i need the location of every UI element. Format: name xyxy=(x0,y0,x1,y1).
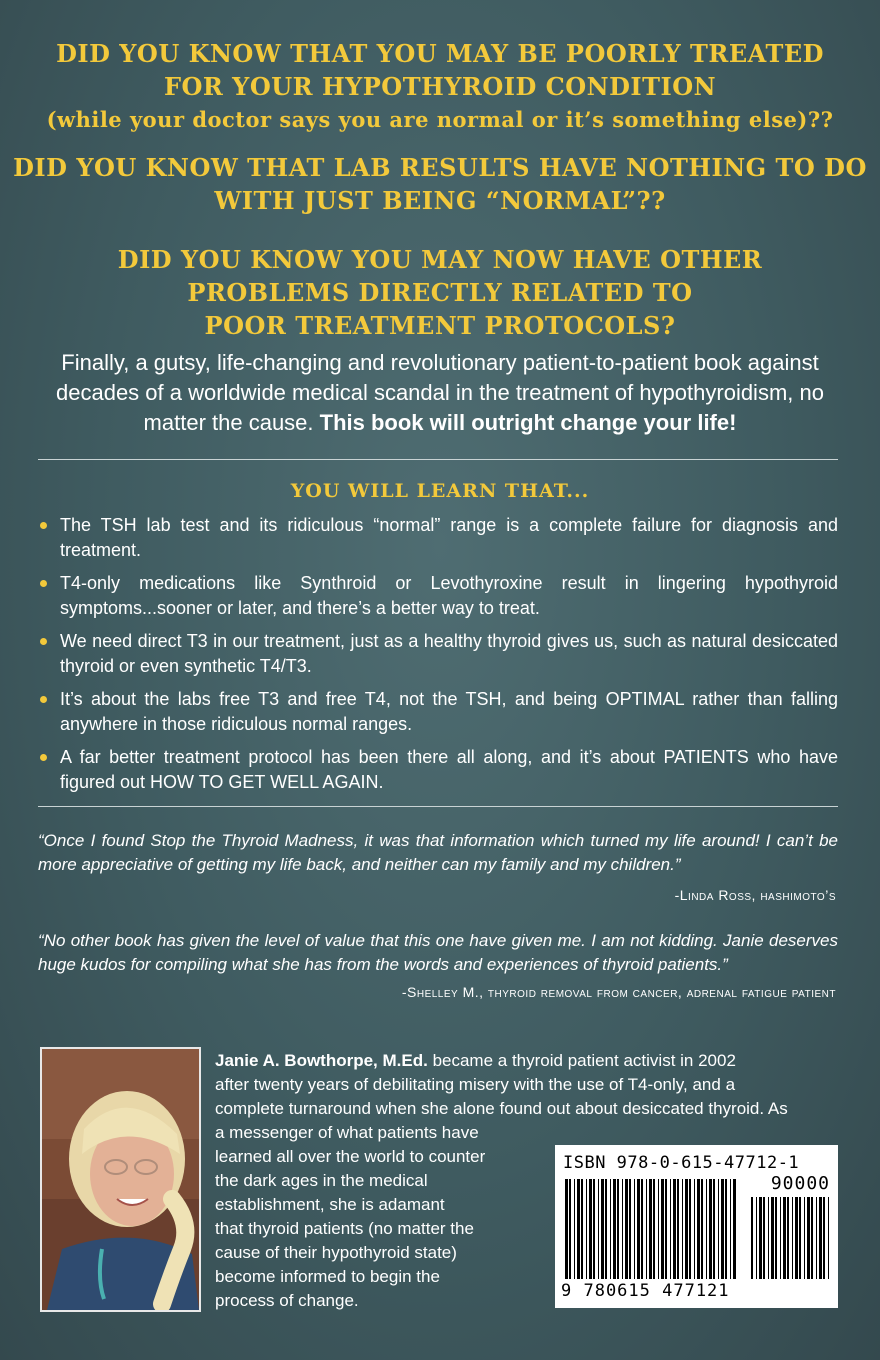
headline-2-line-2: WITH JUST BEING “NORMAL”?? xyxy=(214,186,666,215)
list-item xyxy=(38,513,838,563)
author-photo xyxy=(40,1047,201,1312)
divider-top xyxy=(38,459,838,460)
bio-narrow-line: a messenger of what patients have xyxy=(215,1123,479,1142)
bio-narrow-line: the dark ages in the medical xyxy=(215,1171,428,1190)
list-item xyxy=(38,571,838,621)
testimonial-2: “No other book has given the level of value that this one have given me. I am not kidding. Janie deserves huge kudos for compiling what she has from the words and experiences of thyroid patients.” xyxy=(38,931,838,974)
isbn-barcode xyxy=(555,1145,838,1308)
list-item-text: A far better treatment protocol has been there all along, and it’s about PATIENTS who have figured out HOW TO GET WELL AGAIN. xyxy=(60,747,838,792)
bio-narrow-line: that thyroid patients (no matter the xyxy=(215,1219,474,1238)
headline-3-line-3: POOR TREATMENT PROTOCOLS? xyxy=(204,311,676,340)
headline-2 xyxy=(0,151,880,217)
isbn-label: ISBN 978-0-615-47712-1 xyxy=(563,1153,800,1173)
learn-heading: YOU WILL LEARN THAT... xyxy=(290,480,590,502)
headline-1-line-1: DID YOU KNOW THAT YOU MAY BE POORLY TREATED xyxy=(56,39,824,68)
learn-list xyxy=(38,513,838,803)
headline-1-line-2: FOR YOUR HYPOTHYROID CONDITION xyxy=(163,72,717,101)
list-item xyxy=(38,745,838,795)
list-item-text: The TSH lab test and its ridiculous “normal” range is a complete failure for diagnosis and treatment. xyxy=(60,515,838,560)
bio-narrow-line: process of change. xyxy=(215,1291,359,1310)
intro-text: Finally, a gutsy, life-changing and revolutionary patient-to-patient book against decades of a worldwide medical scandal in the treatment of hypothyroidism, no matter the cause. xyxy=(56,350,824,435)
bullet-dot-icon xyxy=(40,638,47,645)
bullet-dot-icon xyxy=(40,696,47,703)
bullet-dot-icon xyxy=(40,754,47,761)
bio-line-2: after twenty years of debilitating misery with the use of T4-only, and a xyxy=(215,1075,736,1094)
headline-2-line-1: DID YOU KNOW THAT LAB RESULTS HAVE NOTHING TO DO xyxy=(13,153,867,182)
list-item-text: T4-only medications like Synthroid or Levothyroxine result in lingering hypothyroid symptoms...sooner or later, and there’s a better way to treat. xyxy=(60,573,838,618)
list-item-text: It’s about the labs free T3 and free T4, not the TSH, and being OPTIMAL rather than falling anywhere in those ridiculous normal ranges. xyxy=(60,689,838,734)
bio-line-1 xyxy=(215,1049,840,1073)
bio-narrow-line: learned all over the world to counter xyxy=(215,1147,486,1166)
headline-3-line-1: DID YOU KNOW YOU MAY NOW HAVE OTHER xyxy=(117,245,763,274)
bio-line-3: complete turnaround when she alone found out about desiccated thyroid. As xyxy=(215,1099,788,1118)
headline-3 xyxy=(0,243,880,342)
headline-1 xyxy=(0,37,880,136)
testimonial-1-attribution: -Linda Ross, hashimoto’s xyxy=(674,887,836,903)
list-item xyxy=(38,687,838,737)
bio-narrow-line: become informed to begin the xyxy=(215,1267,440,1286)
author-name: Janie A. Bowthorpe, M.Ed. xyxy=(215,1051,428,1070)
bullet-dot-icon xyxy=(40,580,47,587)
headline-3-line-2: PROBLEMS DIRECTLY RELATED TO xyxy=(187,278,693,307)
divider-bottom xyxy=(38,806,838,807)
bio-line-1-text: became a thyroid patient activist in 2002 xyxy=(427,1051,736,1070)
intro-emphasis: This book will outright change your life! xyxy=(319,410,737,435)
headline-1-line-3: (while your doctor says you are normal or it’s something else)?? xyxy=(46,107,834,132)
testimonial-2-attribution: -Shelley M., thyroid removal from cancer, adrenal fatigue patient xyxy=(401,984,836,1000)
price-code: 90000 xyxy=(770,1173,830,1194)
bullet-dot-icon xyxy=(40,522,47,529)
author-portrait-image xyxy=(42,1049,199,1310)
bio-narrow-line: cause of their hypothyroid state) xyxy=(215,1243,457,1262)
intro-paragraph xyxy=(30,348,850,438)
bio-narrow-line: establishment, she is adamant xyxy=(215,1195,445,1214)
barcode-number: 9 780615 477121 xyxy=(561,1281,730,1301)
testimonial-1: “Once I found Stop the Thyroid Madness, it was that information which turned my life around! I can’t be more appreciative of getting my life back, and neither can my family and my children.” xyxy=(38,831,838,874)
list-item-text: We need direct T3 in our treatment, just as a healthy thyroid gives us, such as natural desiccated thyroid or even synthetic T4/T3. xyxy=(60,631,838,676)
list-item xyxy=(38,629,838,679)
